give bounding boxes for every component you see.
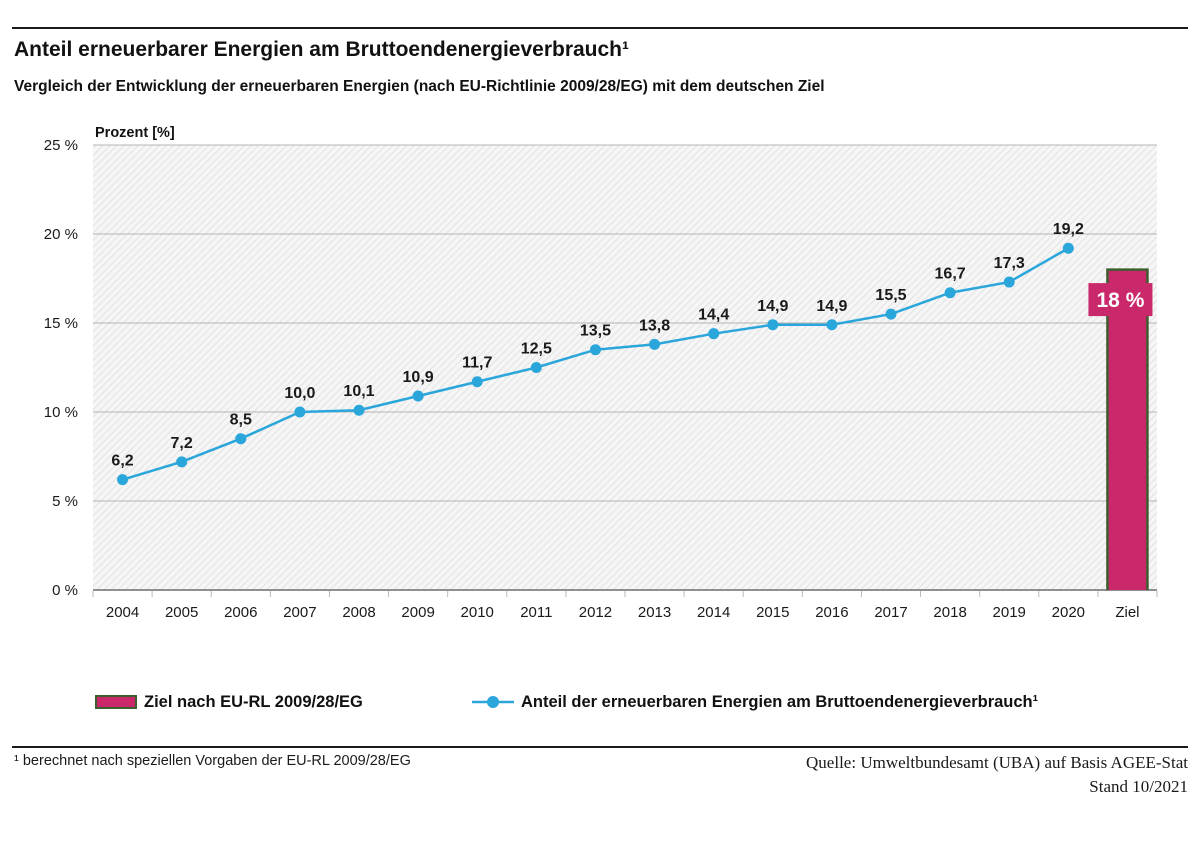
x-tick-label: 2010 (460, 604, 494, 621)
x-tick-label: Ziel (1115, 604, 1140, 621)
source-block (806, 751, 1188, 799)
page-subtitle: Vergleich der Entwicklung der erneuerbaren Energien (nach EU-Richtlinie 2009/28/EG) mit dem deutschen Ziel (14, 78, 825, 95)
data-label: 10,0 (284, 385, 316, 402)
target-bar (1107, 270, 1147, 590)
data-point (826, 319, 837, 330)
data-point (708, 328, 719, 339)
data-label: 14,4 (698, 306, 730, 324)
data-point (886, 309, 897, 320)
x-tick-label: 2012 (578, 604, 613, 621)
x-tick-label: 2017 (874, 604, 908, 621)
x-tick-label: 2013 (637, 604, 672, 621)
x-tick-label: 2016 (815, 604, 849, 621)
footer-rule (12, 746, 1188, 748)
data-label: 16,7 (934, 265, 966, 283)
target-value-label: 18 % (1096, 289, 1145, 313)
footnote: ¹ berechnet nach speziellen Vorgaben der EU-RL 2009/28/EG (14, 753, 411, 769)
data-label: 7,2 (170, 434, 193, 452)
page-title: Anteil erneuerbarer Energien am Bruttoendenergieverbrauch¹ (14, 38, 629, 61)
target-bar-swatch-icon (95, 695, 137, 709)
data-label: 19,2 (1052, 221, 1084, 239)
x-tick-label: 2006 (224, 604, 258, 621)
data-point (294, 407, 305, 418)
data-point (235, 433, 246, 444)
x-tick-label: 2008 (342, 604, 376, 621)
x-tick-label: 2020 (1051, 604, 1086, 621)
x-tick-label: 2011 (520, 604, 553, 621)
y-tick-label: 5 % (52, 493, 78, 510)
plot-background (93, 145, 1157, 590)
x-tick-label: 2007 (283, 604, 317, 621)
data-point (1004, 277, 1015, 288)
legend-series-label: Anteil der erneuerbaren Energien am Bruttoendenergieverbrauch¹ (521, 692, 1039, 711)
legend-target-label: Ziel nach EU-RL 2009/28/EG (144, 692, 363, 711)
data-point (354, 405, 365, 416)
data-point (590, 344, 601, 355)
data-point (1063, 243, 1074, 254)
x-tick-label: 2004 (105, 604, 140, 621)
data-point (767, 319, 778, 330)
x-tick-label: 2005 (164, 604, 199, 621)
data-point (176, 456, 187, 467)
data-label: 11,7 (462, 354, 493, 372)
line-marker-icon (471, 695, 515, 709)
y-axis-title: Prozent [%] (95, 125, 175, 141)
data-point (413, 390, 424, 401)
source-line-2: Stand 10/2021 (1089, 777, 1188, 796)
data-point (945, 287, 956, 298)
y-tick-label: 20 % (43, 226, 78, 243)
data-label: 14,9 (757, 297, 789, 315)
data-label: 10,9 (402, 368, 434, 386)
y-tick-label: 0 % (52, 582, 78, 599)
data-label: 8,5 (229, 411, 252, 429)
data-point (649, 339, 660, 350)
data-point (117, 474, 128, 485)
data-label: 14,9 (816, 297, 848, 315)
data-label: 6,2 (111, 452, 134, 470)
data-label: 13,5 (579, 322, 612, 340)
x-tick-label: 2015 (756, 604, 790, 621)
data-point (531, 362, 542, 373)
y-tick-label: 10 % (43, 404, 78, 421)
y-tick-label: 15 % (43, 315, 78, 332)
data-label: 13,8 (638, 317, 671, 335)
chart-legend (0, 688, 1200, 722)
legend-item-series (471, 688, 1038, 716)
y-tick-label: 25 % (43, 137, 78, 154)
data-label: 17,3 (993, 255, 1025, 273)
x-tick-label: 2019 (992, 604, 1026, 621)
data-point (472, 376, 483, 387)
x-tick-label: 2009 (401, 604, 435, 621)
data-label: 15,5 (875, 287, 907, 305)
data-label: 10,1 (343, 383, 375, 401)
legend-item-target (95, 688, 363, 716)
data-label: 12,5 (520, 340, 552, 358)
source-line-1: Quelle: Umweltbundesamt (UBA) auf Basis AGEE-Stat (806, 753, 1188, 772)
x-tick-label: 2018 (933, 604, 967, 621)
x-tick-label: 2014 (696, 604, 731, 621)
